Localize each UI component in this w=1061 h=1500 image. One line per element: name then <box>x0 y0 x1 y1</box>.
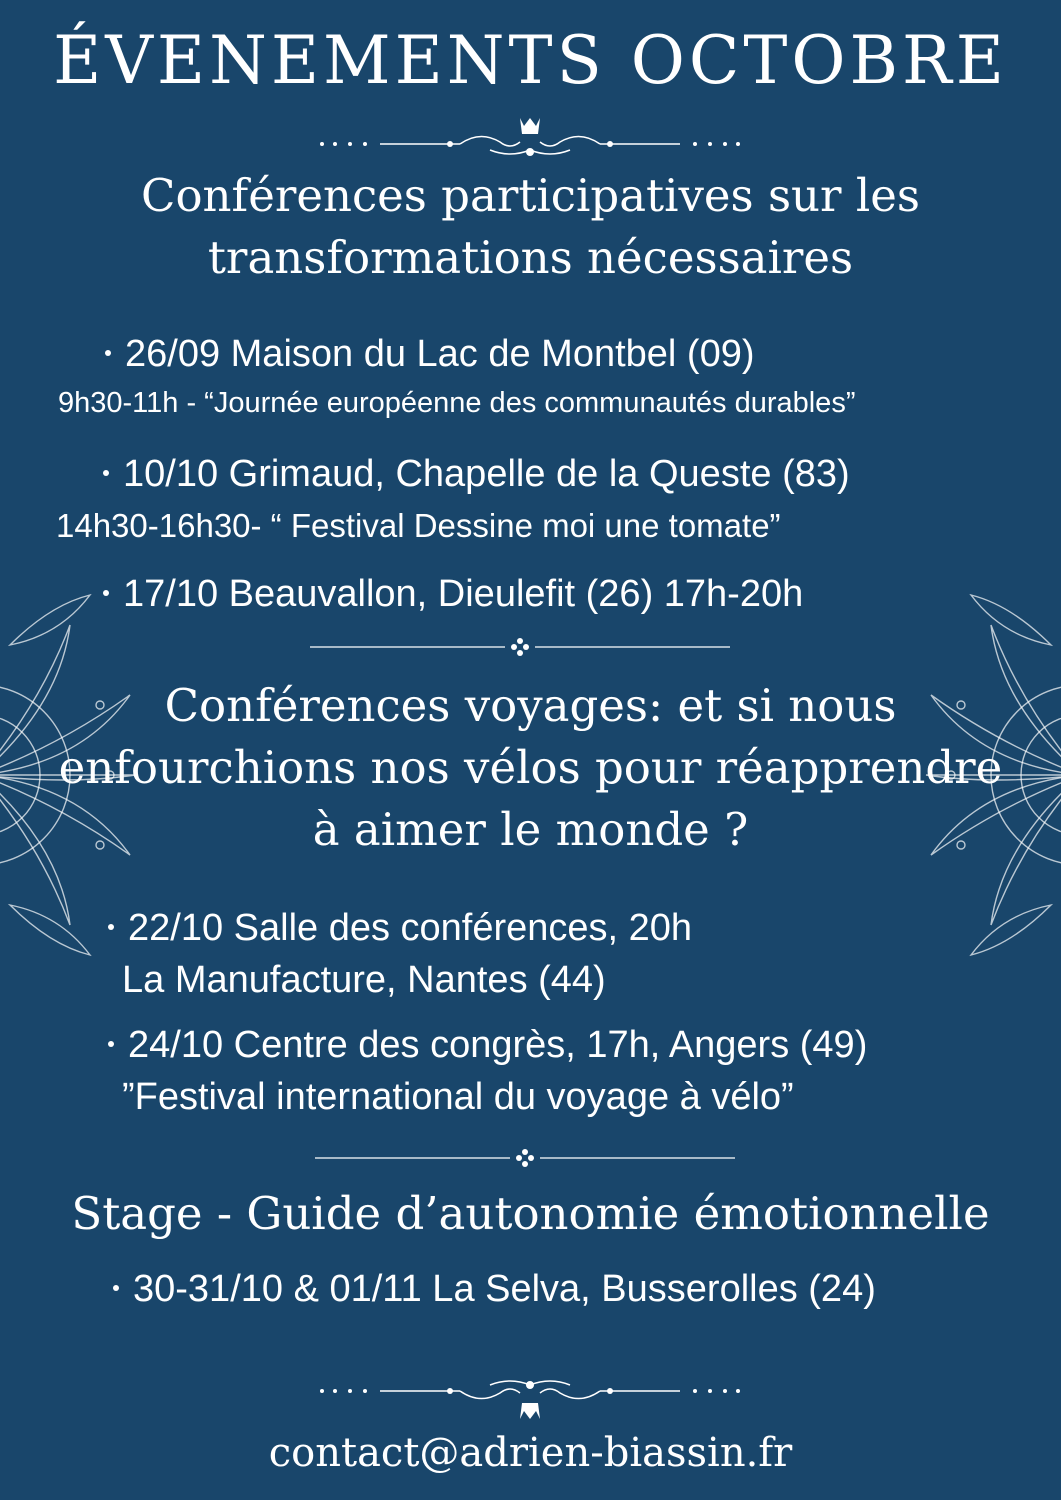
event-main: 30-31/10 & 01/11 La Selva, Busserolles (24) <box>133 1268 876 1310</box>
section2-heading-line1: Conférences voyages: et si nous <box>164 679 897 732</box>
section1-heading-line1: Conférences participatives sur les <box>141 169 920 222</box>
ornament-divider-top-icon <box>310 112 750 162</box>
event-item <box>105 333 755 376</box>
section2-heading <box>0 675 1061 861</box>
event-main: 10/10 Grimaud, Chapelle de la Queste (83) <box>123 453 850 495</box>
bullet-icon <box>103 590 109 596</box>
event-main: 17/10 Beauvallon, Dieulefit (26) 17h-20h <box>123 573 804 615</box>
section1-heading <box>0 165 1061 289</box>
bullet-icon <box>108 924 114 930</box>
event-sub: La Manufacture, Nantes (44) <box>122 959 606 1001</box>
ornament-divider-bottom-icon <box>310 1375 750 1425</box>
event-main: 26/09 Maison du Lac de Montbel (09) <box>125 333 755 375</box>
event-sub: ”Festival international du voyage à vélo” <box>122 1076 794 1118</box>
bullet-icon <box>108 1041 114 1047</box>
page-title: ÉVENEMENTS OCTOBRE <box>53 22 1008 99</box>
contact-email-link[interactable]: contact@adrien-biassin.fr <box>268 1430 793 1476</box>
bullet-icon <box>103 470 109 476</box>
event-sub: 14h30-16h30- “ Festival Dessine moi une tomate” <box>56 507 781 544</box>
section2-heading-line3: à aimer le monde ? <box>312 803 749 856</box>
event-item <box>103 453 850 496</box>
event-item <box>108 907 692 950</box>
section3-heading: Stage - Guide d’autonomie émotionnelle <box>71 1187 990 1240</box>
event-item <box>113 1268 876 1311</box>
divider-icon <box>310 637 730 657</box>
divider-icon <box>315 1148 735 1168</box>
event-item <box>108 1024 867 1067</box>
event-main: 22/10 Salle des conférences, 20h <box>128 907 693 949</box>
event-sub: 9h30-11h - “Journée européenne des communautés durables” <box>58 387 856 419</box>
event-item <box>103 573 803 616</box>
event-main: 24/10 Centre des congrès, 17h, Angers (49) <box>128 1024 868 1066</box>
bullet-icon <box>113 1285 119 1291</box>
bullet-icon <box>105 350 111 356</box>
section2-heading-line2: enfourchions nos vélos pour réapprendre <box>58 741 1003 794</box>
section1-heading-line2: transformations nécessaires <box>207 231 854 284</box>
